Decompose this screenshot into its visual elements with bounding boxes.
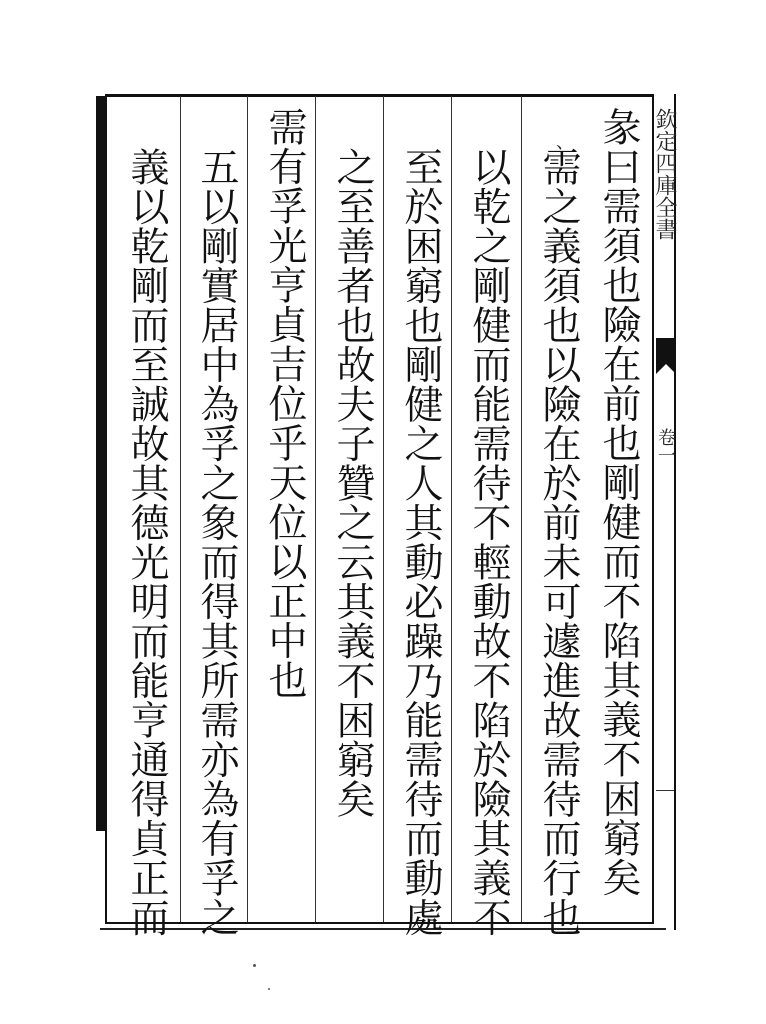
- text-column-3: 以乾之剛健而能需待不輕動故不陷於險其義不: [466, 147, 511, 937]
- fish-tail-mark: [656, 338, 676, 364]
- scan-speck: [268, 988, 270, 990]
- book-title: 欽定四庫全書: [652, 108, 677, 240]
- text-column-2: 需之義須也以險在於前未可遽進故需待而行也: [536, 147, 581, 937]
- column-rule: [247, 96, 248, 922]
- column-rule: [451, 96, 452, 922]
- scan-speck: [253, 964, 256, 967]
- column-rule: [315, 96, 316, 922]
- text-column-7: 五以剛實居中為孚之象而得其所需亦為有孚之: [194, 147, 239, 937]
- text-column-5: 之至善者也故夫子贊之云其義不困窮矣: [330, 147, 375, 819]
- column-rule: [383, 96, 384, 922]
- text-column-4: 至於困窮也剛健之人其動必躁乃能需待而動處: [398, 147, 443, 937]
- text-column-6: 需有孚光亨貞吉位乎天位以正中也: [262, 107, 307, 700]
- column-rule: [180, 96, 181, 922]
- margin-tick: [656, 790, 674, 791]
- column-mark: 、: [556, 132, 574, 153]
- column-rule: [521, 96, 522, 922]
- volume-label: 卷一: [655, 428, 676, 464]
- text-column-1: 彖曰需須也險在前也剛健而不陷其義不困窮矣: [596, 107, 641, 897]
- scan-shadow: [96, 96, 105, 831]
- text-column-8: 義以乾剛而至誠故其德光明而能亨通得貞正而: [124, 147, 169, 937]
